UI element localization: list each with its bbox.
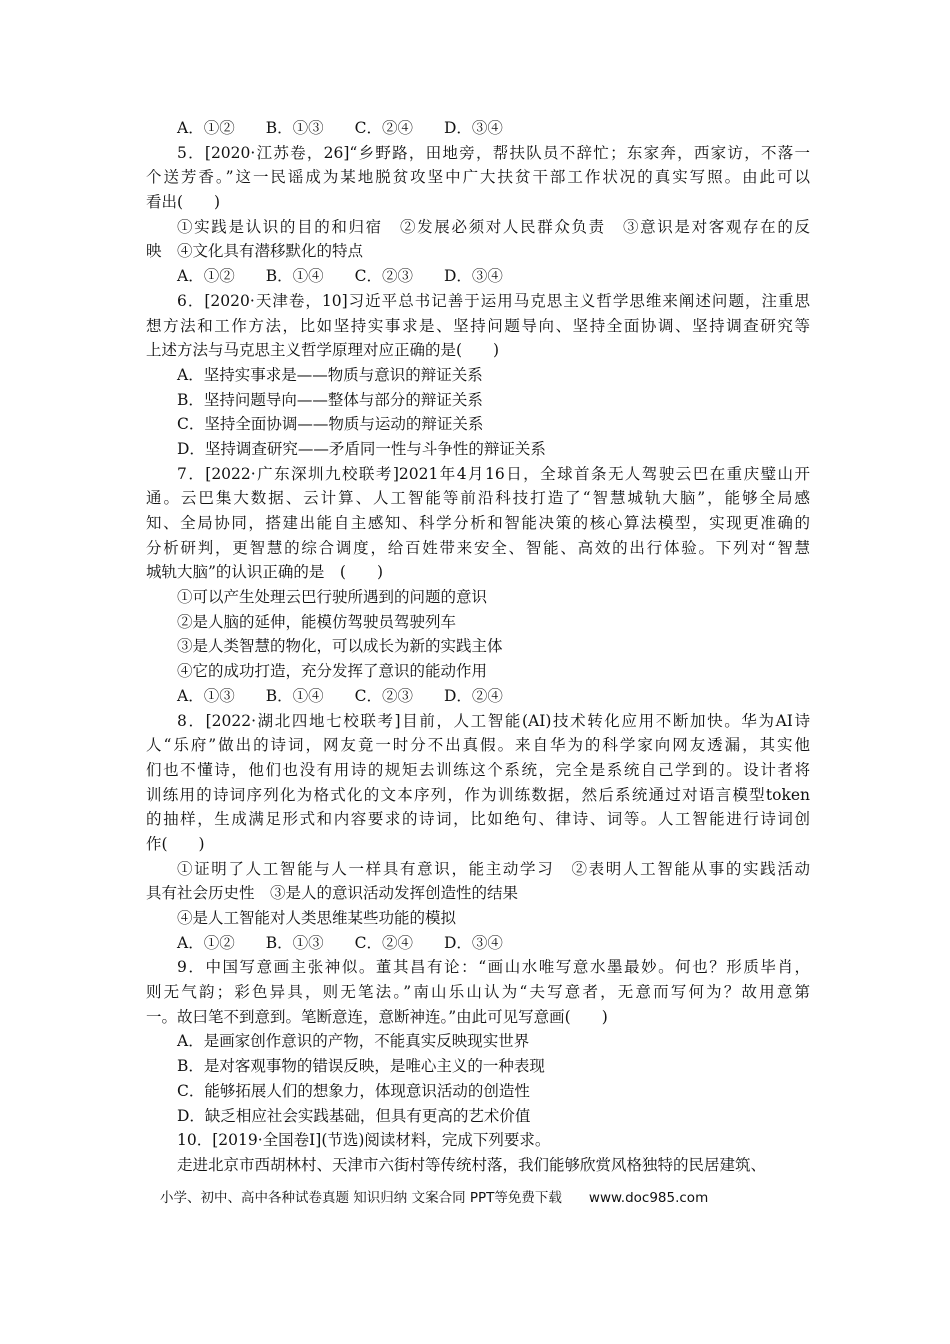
q6-option-c: C．坚持全面协调——物质与运动的辩证关系 [177,415,484,434]
q6-stem-line: 上述方法与马克思主义哲学原理对应正确的是( ) [146,341,500,360]
q7-stem-line: 分析研判，更智慧的综合调度，给百姓带来安全、智能、高效的出行体验。下列对“智慧 [146,538,810,557]
q5-stem-line: 个送芳香。”这一民谣成为某地脱贫攻坚中广大扶贫干部工作状况的真实写照。由此可以 [146,168,810,187]
q8-stem-line: 8．[2022·湖北四地七校联考]目前，人工智能(AI)技术转化应用不断加快。华为AI诗 [177,711,810,730]
q7-statement-1: ①可以产生处理云巴行驶所遇到的问题的意识 [177,588,488,607]
q10-material-line: 走进北京市西胡林村、天津市六街村等传统村落，我们能够欣赏风格独特的民居建筑、 [177,1155,767,1174]
q7-stem-line: 城轨大脑”的认识正确的是 ( ) [146,563,384,582]
q10-stem-line: 10．[2019·全国卷Ⅰ](节选)阅读材料，完成下列要求。 [177,1131,551,1150]
q7-stem-line: 知、全局协同，搭建出能自主感知、科学分析和智能决策的核心算法模型，实现更准确的 [146,514,810,532]
q9-stem-line: 一。故曰笔不到意到。笔断意连，意断神连。”由此可见写意画( ) [146,1007,608,1026]
q8-stem-line: 的抽样，生成满足形式和内容要求的诗词，比如绝句、律诗、词等。人工智能进行诗词创 [146,810,810,829]
q5-statements: ①实践是认识的目的和归宿 ②发展必须对人民群众负责 ③意识是对客观存在的反 [177,217,810,236]
q8-stem-line: 训练用的诗词序列化为格式化的文本序列，作为训练数据，然后系统通过对语言模型token [146,785,810,804]
q5-options: A．①② B．①④ C．②③ D．③④ [177,267,503,286]
q7-statement-2: ②是人脑的延伸，能模仿驾驶员驾驶列车 [177,612,457,631]
q8-stem-line: 作( ) [146,834,205,853]
q9-stem-line: 9．中国写意画主张神似。董其昌有论：“画山水唯写意水墨最妙。何也？形质毕肖， [177,958,810,977]
q6-option-a: A．坚持实事求是——物质与意识的辩证关系 [177,365,483,384]
q7-options: A．①③ B．①④ C．②③ D．②④ [177,686,503,705]
q9-option-a: A．是画家创作意识的产物，不能真实反映现实世界 [177,1032,530,1051]
page-footer: 小学、初中、高中各种试卷真题 知识归纳 文案合同 PPT等免费下载 www.doc985.com [160,1190,709,1206]
q7-stem-line: 7．[2022·广东深圳九校联考]2021年4月16日，全球首条无人驾驶云巴在重庆璧山开 [177,464,810,483]
q6-stem-line: 想方法和工作方法，比如坚持实事求是、坚持问题导向、坚持全面协调、坚持调查研究等 [146,316,810,335]
q6-stem-line: 6．[2020·天津卷，10]习近平总书记善于运用马克思主义哲学思维来阐述问题，注重思 [177,291,810,310]
q9-option-c: C．能够拓展人们的想象力，体现意识活动的创造性 [177,1081,530,1100]
q6-option-b: B．坚持问题导向——整体与部分的辩证关系 [177,390,483,409]
q6-option-d: D．坚持调查研究——矛盾同一性与斗争性的辩证关系 [177,439,546,458]
q7-statement-4: ④它的成功打造，充分发挥了意识的能动作用 [177,662,488,681]
q5-stem-line: 5．[2020·江苏卷，26]“乡野路，田地旁，帮扶队员不辞忙；东家奔，西家访，不落一 [177,143,810,162]
q4-options: A．①② B．①③ C．②④ D．③④ [177,119,503,137]
q8-statements: ①证明了人工智能与人一样具有意识，能主动学习 ②表明人工智能从事的实践活动 [177,859,810,878]
q9-stem-line: 则无气韵；彩色异具，则无笔法。”南山乐山认为“夫写意者，无意而写何为？故用意第 [146,983,810,1002]
q8-stem-line: 们也不懂诗，他们也没有用诗的规矩去训练这个系统，完全是系统自己学到的。设计者将 [146,760,810,779]
q9-option-b: B．是对客观事物的错误反映，是唯心主义的一种表现 [177,1057,545,1076]
q5-stem-line: 看出( ) [146,193,221,212]
q7-statement-3: ③是人类智慧的物化，可以成长为新的实践主体 [177,637,503,656]
q8-statements: 具有社会历史性 ③是人的意识活动发挥创造性的结果 [146,884,519,903]
q8-statement-4: ④是人工智能对人类思维某些功能的模拟 [177,909,457,927]
q8-options: A．①② B．①③ C．②④ D．③④ [177,933,503,952]
page-body [146,116,810,1178]
q7-stem-line: 通。云巴集大数据、云计算、人工智能等前沿科技打造了“智慧城轨大脑”，能够全局感 [146,489,810,508]
q5-statements: 映 ④文化具有潜移默化的特点 [146,242,364,261]
q8-stem-line: 人“乐府”做出的诗词，网友竟一时分不出真假。来自华为的科学家向网友透漏，其实他 [146,736,810,755]
q9-option-d: D．缺乏相应社会实践基础，但具有更高的艺术价值 [177,1106,531,1125]
